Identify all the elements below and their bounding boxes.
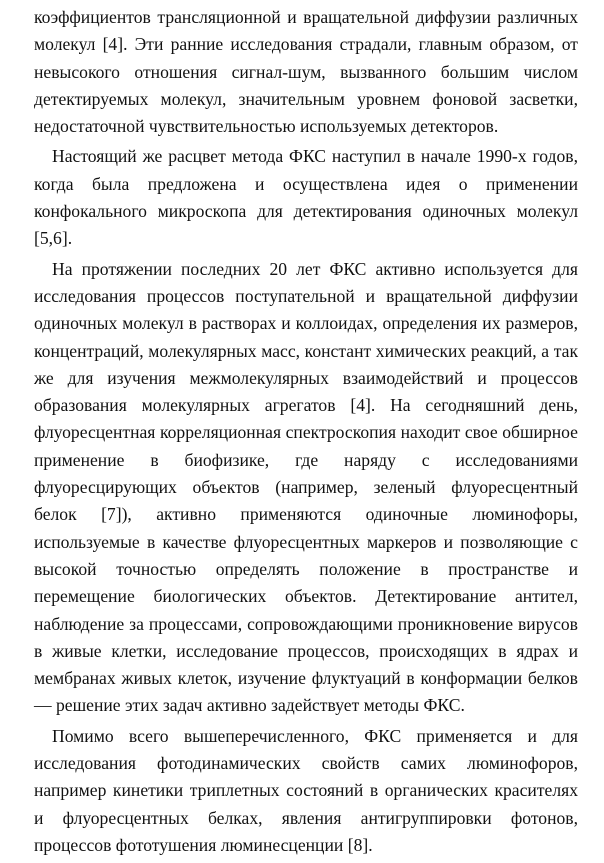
paragraph-continued: коэффициентов трансляционной и вращательной диффузии различных молекул [4]. Эти ранние исследования страдали, главным образом, от невысокого отношения сигнал-шум, вызванного большим числом детектируемых молекул, значительным уровнем фоновой засветки, недостаточной чувствительностью используемых детекторов. (34, 7, 578, 137)
paragraph-fcs-revival: Настоящий же расцвет метода ФКС наступил в начале 1990-х годов, когда была предложена и осуществлена идея о применении конфокального микроскопа для детектирования одиночных молекул [5,6]. (34, 146, 578, 249)
paragraph-fcs-applications: На протяжении последних 20 лет ФКС активно используется для исследования процессов поступательной и вращательной диффузии одиночных молекул в растворах и коллоидах, определения их размеров, концентраций, молекулярных масс, констант химических реакций, а так же для изучения межмолекулярных взаимодействий и процессов образования молекулярных агрегатов [4]. На сегодняшний день, флуоресцентная корреляционная спектроскопия находит свое обширное применение в биофизике, где наряду с исследованиями флуоресцирующих объектов (например, зеленый флуоресцентный белок [7]), активно применяются одиночные люминофоры, используемые в качестве флуоресцентных маркеров и позволяющие с высокой точностью определять положение в пространстве и перемещение биологических объектов. Детектирование антител, наблюдение за процессами, сопровождающими проникновение вирусов в живые клетки, исследование процессов, происходящих в ядрах и мембранах живых клеток, изучение флуктуаций в конформации белков — решение этих задач активно задействует методы ФКС. (34, 258, 578, 716)
paragraph-photodynamics: Помимо всего вышеперечисленного, ФКС применяется и для исследования фотодинамических свойств самих люминофоров, например кинетики триплетных состояний в органических красителях и флуоресцентных белках, явления антигруппировки фотонов, процессов фототушения люминесценции [8]. (34, 725, 578, 855)
document-page (34, 4, 578, 862)
